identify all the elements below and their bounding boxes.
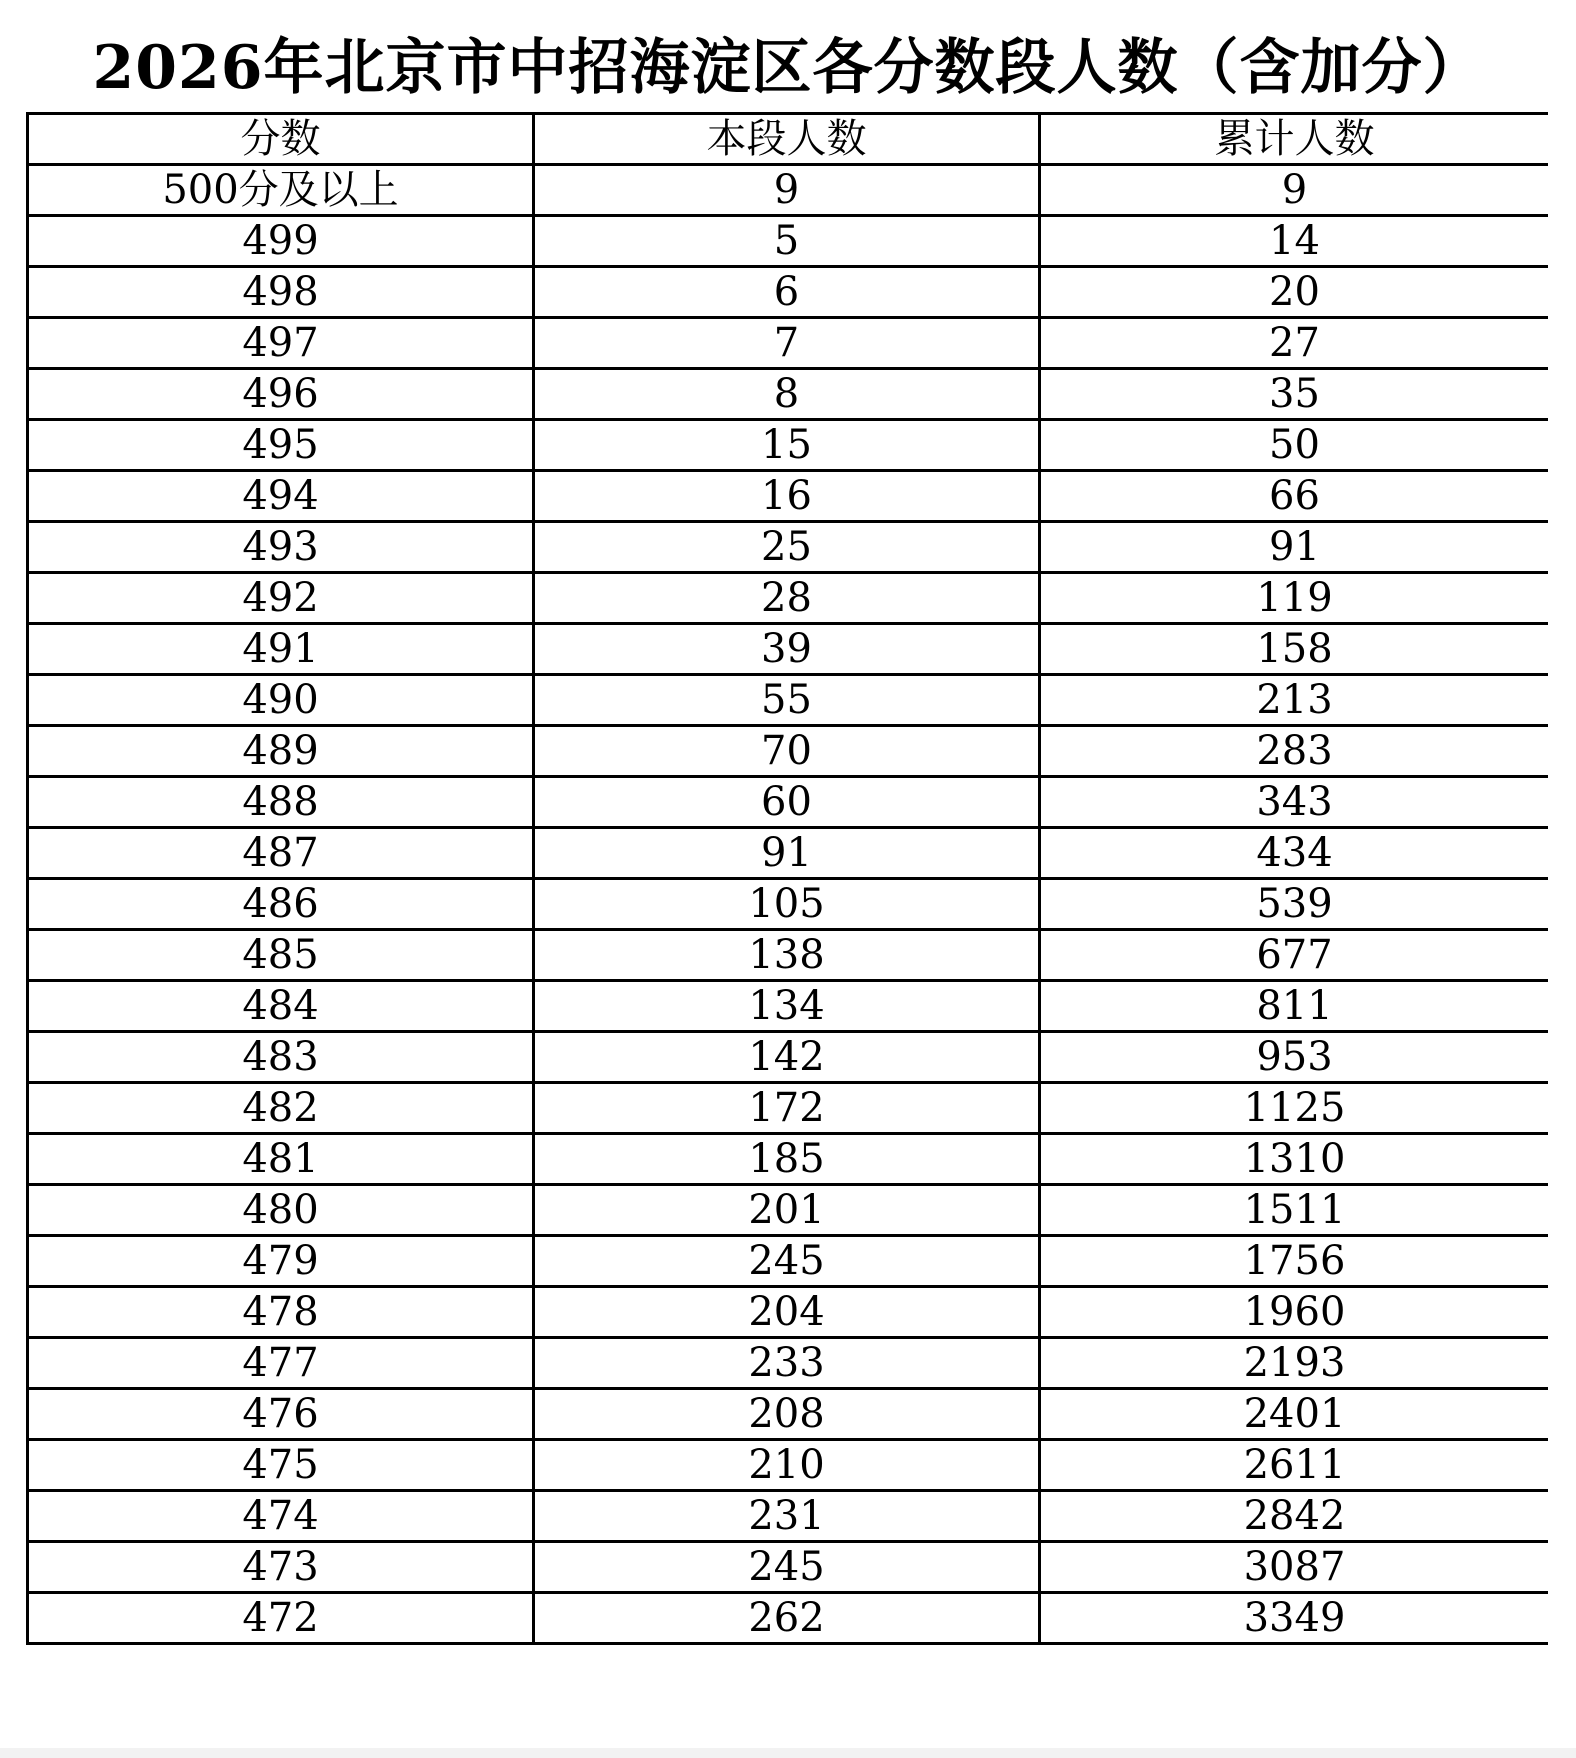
cell-cumulative-count: 283: [1040, 726, 1549, 777]
cell-cumulative-count: 1960: [1040, 1287, 1549, 1338]
table-row: [28, 879, 1549, 930]
table-row: [28, 1593, 1549, 1644]
table-row: [28, 267, 1549, 318]
cell-score: 500分及以上: [28, 165, 534, 216]
cell-score: 481: [28, 1134, 534, 1185]
table-row: [28, 1440, 1549, 1491]
cell-cumulative-count: 66: [1040, 471, 1549, 522]
cell-cumulative-count: 2193: [1040, 1338, 1549, 1389]
cell-cumulative-count: 1511: [1040, 1185, 1549, 1236]
table-body: [28, 165, 1549, 1644]
cell-score: 478: [28, 1287, 534, 1338]
cell-score: 474: [28, 1491, 534, 1542]
cell-cumulative-count: 3087: [1040, 1542, 1549, 1593]
cell-score: 497: [28, 318, 534, 369]
cell-score: 479: [28, 1236, 534, 1287]
table-row: [28, 675, 1549, 726]
cell-score: 477: [28, 1338, 534, 1389]
cell-cumulative-count: 539: [1040, 879, 1549, 930]
cell-score: 499: [28, 216, 534, 267]
cell-segment-count: 208: [534, 1389, 1040, 1440]
cell-cumulative-count: 213: [1040, 675, 1549, 726]
cell-score: 496: [28, 369, 534, 420]
cell-cumulative-count: 14: [1040, 216, 1549, 267]
cell-cumulative-count: 1756: [1040, 1236, 1549, 1287]
cell-segment-count: 172: [534, 1083, 1040, 1134]
cell-segment-count: 245: [534, 1542, 1040, 1593]
table-row: [28, 1083, 1549, 1134]
cell-score: 476: [28, 1389, 534, 1440]
cell-cumulative-count: 2611: [1040, 1440, 1549, 1491]
cell-score: 472: [28, 1593, 534, 1644]
cell-segment-count: 185: [534, 1134, 1040, 1185]
cell-score: 475: [28, 1440, 534, 1491]
header-cumulative-count: 累计人数: [1040, 114, 1549, 165]
table-row: [28, 1287, 1549, 1338]
cell-cumulative-count: 953: [1040, 1032, 1549, 1083]
cell-cumulative-count: 20: [1040, 267, 1549, 318]
cell-segment-count: 233: [534, 1338, 1040, 1389]
table-row: [28, 165, 1549, 216]
cell-segment-count: 142: [534, 1032, 1040, 1083]
cell-segment-count: 16: [534, 471, 1040, 522]
cell-score: 489: [28, 726, 534, 777]
cell-segment-count: 245: [534, 1236, 1040, 1287]
table-row: [28, 726, 1549, 777]
cell-cumulative-count: 158: [1040, 624, 1549, 675]
cell-segment-count: 25: [534, 522, 1040, 573]
cell-score: 498: [28, 267, 534, 318]
header-score: 分数: [28, 114, 534, 165]
cell-segment-count: 60: [534, 777, 1040, 828]
cell-score: 490: [28, 675, 534, 726]
cell-cumulative-count: 677: [1040, 930, 1549, 981]
cell-cumulative-count: 1310: [1040, 1134, 1549, 1185]
table-row: [28, 1236, 1549, 1287]
cell-segment-count: 9: [534, 165, 1040, 216]
cell-segment-count: 262: [534, 1593, 1040, 1644]
cell-segment-count: 28: [534, 573, 1040, 624]
table-row: [28, 1389, 1549, 1440]
table-row: [28, 1134, 1549, 1185]
cell-cumulative-count: 343: [1040, 777, 1549, 828]
bottom-edge-bar: [0, 1748, 1576, 1758]
table-row: [28, 624, 1549, 675]
cell-segment-count: 8: [534, 369, 1040, 420]
cell-segment-count: 105: [534, 879, 1040, 930]
cell-cumulative-count: 27: [1040, 318, 1549, 369]
header-segment-count: 本段人数: [534, 114, 1040, 165]
table-row: [28, 828, 1549, 879]
score-table: [26, 112, 1548, 1645]
cell-score: 485: [28, 930, 534, 981]
cell-cumulative-count: 35: [1040, 369, 1549, 420]
table-row: [28, 573, 1549, 624]
cell-cumulative-count: 2401: [1040, 1389, 1549, 1440]
table-row: [28, 522, 1549, 573]
cell-segment-count: 138: [534, 930, 1040, 981]
score-table-container: [26, 112, 1548, 1758]
cell-cumulative-count: 434: [1040, 828, 1549, 879]
table-row: [28, 981, 1549, 1032]
table-row: [28, 1032, 1549, 1083]
cell-cumulative-count: 9: [1040, 165, 1549, 216]
table-row: [28, 930, 1549, 981]
cell-segment-count: 55: [534, 675, 1040, 726]
cell-score: 482: [28, 1083, 534, 1134]
table-row: [28, 777, 1549, 828]
table-row: [28, 1185, 1549, 1236]
cell-segment-count: 134: [534, 981, 1040, 1032]
cell-score: 483: [28, 1032, 534, 1083]
table-row: [28, 318, 1549, 369]
cell-score: 491: [28, 624, 534, 675]
cell-segment-count: 231: [534, 1491, 1040, 1542]
cell-score: 484: [28, 981, 534, 1032]
cell-segment-count: 5: [534, 216, 1040, 267]
cell-score: 486: [28, 879, 534, 930]
cell-score: 487: [28, 828, 534, 879]
cell-cumulative-count: 1125: [1040, 1083, 1549, 1134]
cell-segment-count: 210: [534, 1440, 1040, 1491]
cell-cumulative-count: 3349: [1040, 1593, 1549, 1644]
cell-segment-count: 15: [534, 420, 1040, 471]
cell-segment-count: 7: [534, 318, 1040, 369]
table-header-row: [28, 114, 1549, 165]
cell-cumulative-count: 119: [1040, 573, 1549, 624]
cell-score: 494: [28, 471, 534, 522]
cell-cumulative-count: 2842: [1040, 1491, 1549, 1542]
table-row: [28, 420, 1549, 471]
table-row: [28, 471, 1549, 522]
cell-segment-count: 70: [534, 726, 1040, 777]
cell-segment-count: 39: [534, 624, 1040, 675]
cell-score: 488: [28, 777, 534, 828]
table-row: [28, 369, 1549, 420]
cell-score: 492: [28, 573, 534, 624]
table-row: [28, 1491, 1549, 1542]
cell-score: 495: [28, 420, 534, 471]
table-row: [28, 1338, 1549, 1389]
cell-segment-count: 91: [534, 828, 1040, 879]
cell-cumulative-count: 91: [1040, 522, 1549, 573]
cell-segment-count: 201: [534, 1185, 1040, 1236]
page-title: 2026年北京市中招海淀区各分数段人数（含加分）: [92, 33, 1484, 103]
cell-segment-count: 6: [534, 267, 1040, 318]
cell-score: 480: [28, 1185, 534, 1236]
cell-score: 493: [28, 522, 534, 573]
cell-cumulative-count: 50: [1040, 420, 1549, 471]
cell-segment-count: 204: [534, 1287, 1040, 1338]
table-row: [28, 216, 1549, 267]
cell-score: 473: [28, 1542, 534, 1593]
cell-cumulative-count: 811: [1040, 981, 1549, 1032]
table-row: [28, 1542, 1549, 1593]
